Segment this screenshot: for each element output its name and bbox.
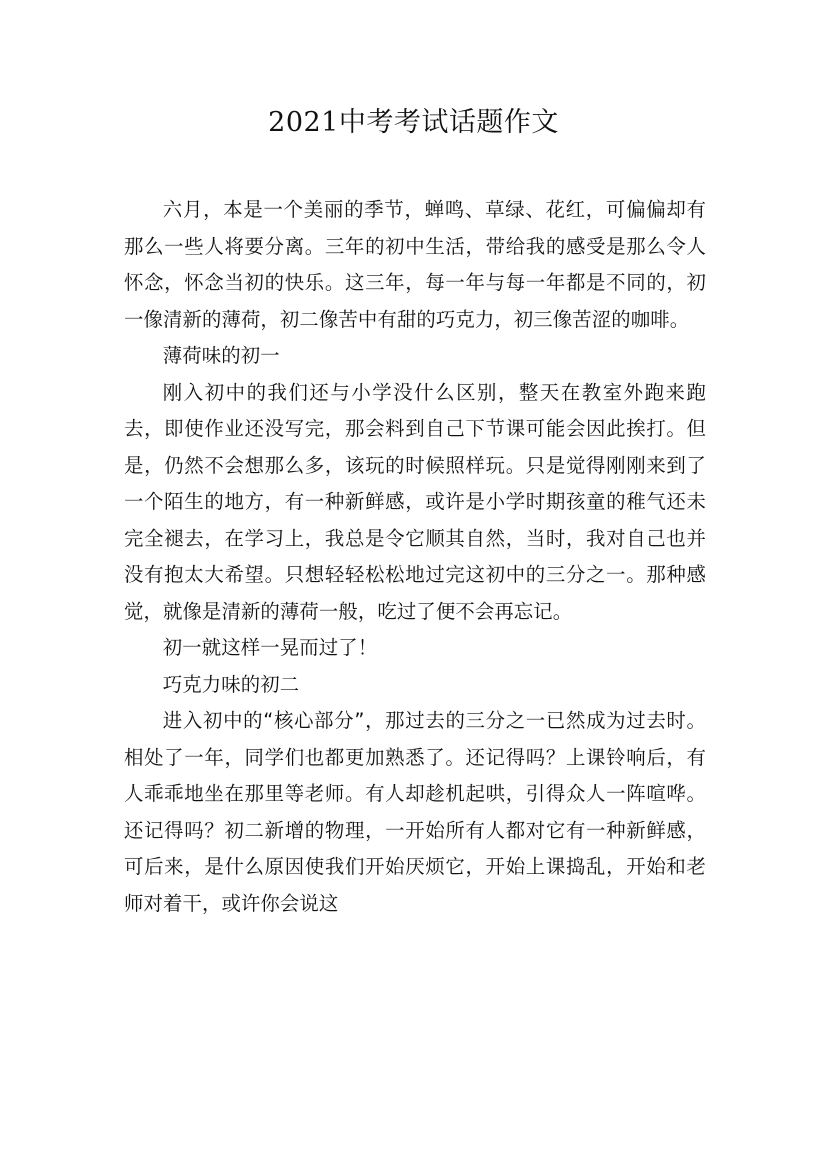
section-heading-grade-two: 巧克力味的初二 <box>162 672 300 696</box>
document-body <box>124 192 706 922</box>
paragraph-intro: 六月，本是一个美丽的季节，蝉鸣、草绿、花红，可偏偏却有那么一些人将要分离。三年的初中生活，带给我的感受是那么令人怀念，怀念当初的快乐。这三年，每一年与每一年都是不同的，初一像清新的薄荷，初二像苦中有甜的巧克力，初三像苦涩的咖啡。 <box>124 198 706 331</box>
paragraph-grade-one: 刚入初中的我们还与小学没什么区别，整天在教室外跑来跑去，即使作业还没写完，那会料到自己下节课可能会因此挨打。但是，仍然不会想那么多，该玩的时候照样玩。只是觉得刚刚来到了一个陌生的地方，有一种新鲜感，或许是小学时期孩童的稚气还未完全褪去，在学习上，我总是令它顺其自然，当时，我对自己也并没有抱太大希望。只想轻轻松松地过完这初中的三分之一。那种感觉，就像是清新的薄荷一般，吃过了便不会再忘记。 <box>124 380 706 623</box>
paragraph-grade-one-end: 初一就这样一晃而过了！ <box>162 636 378 659</box>
paragraph-grade-two: 进入初中的“核心部分”，那过去的三分之一已然成为过去时。相处了一年，同学们也都更加熟悉了。还记得吗？上课铃响后，有人乖乖地坐在那里等老师。有人却趁机起哄，引得众人一阵喧哗。还记得吗？初二新增的物理，一开始所有人都对它有一种新鲜感，可后来，是什么原因使我们开始厌烦它，开始上课捣乱，开始和老师对着干，或许你会说这 <box>124 709 706 915</box>
section-heading-grade-one: 薄荷味的初一 <box>162 344 280 367</box>
document-title: 2021中考考试话题作文 <box>268 107 559 138</box>
